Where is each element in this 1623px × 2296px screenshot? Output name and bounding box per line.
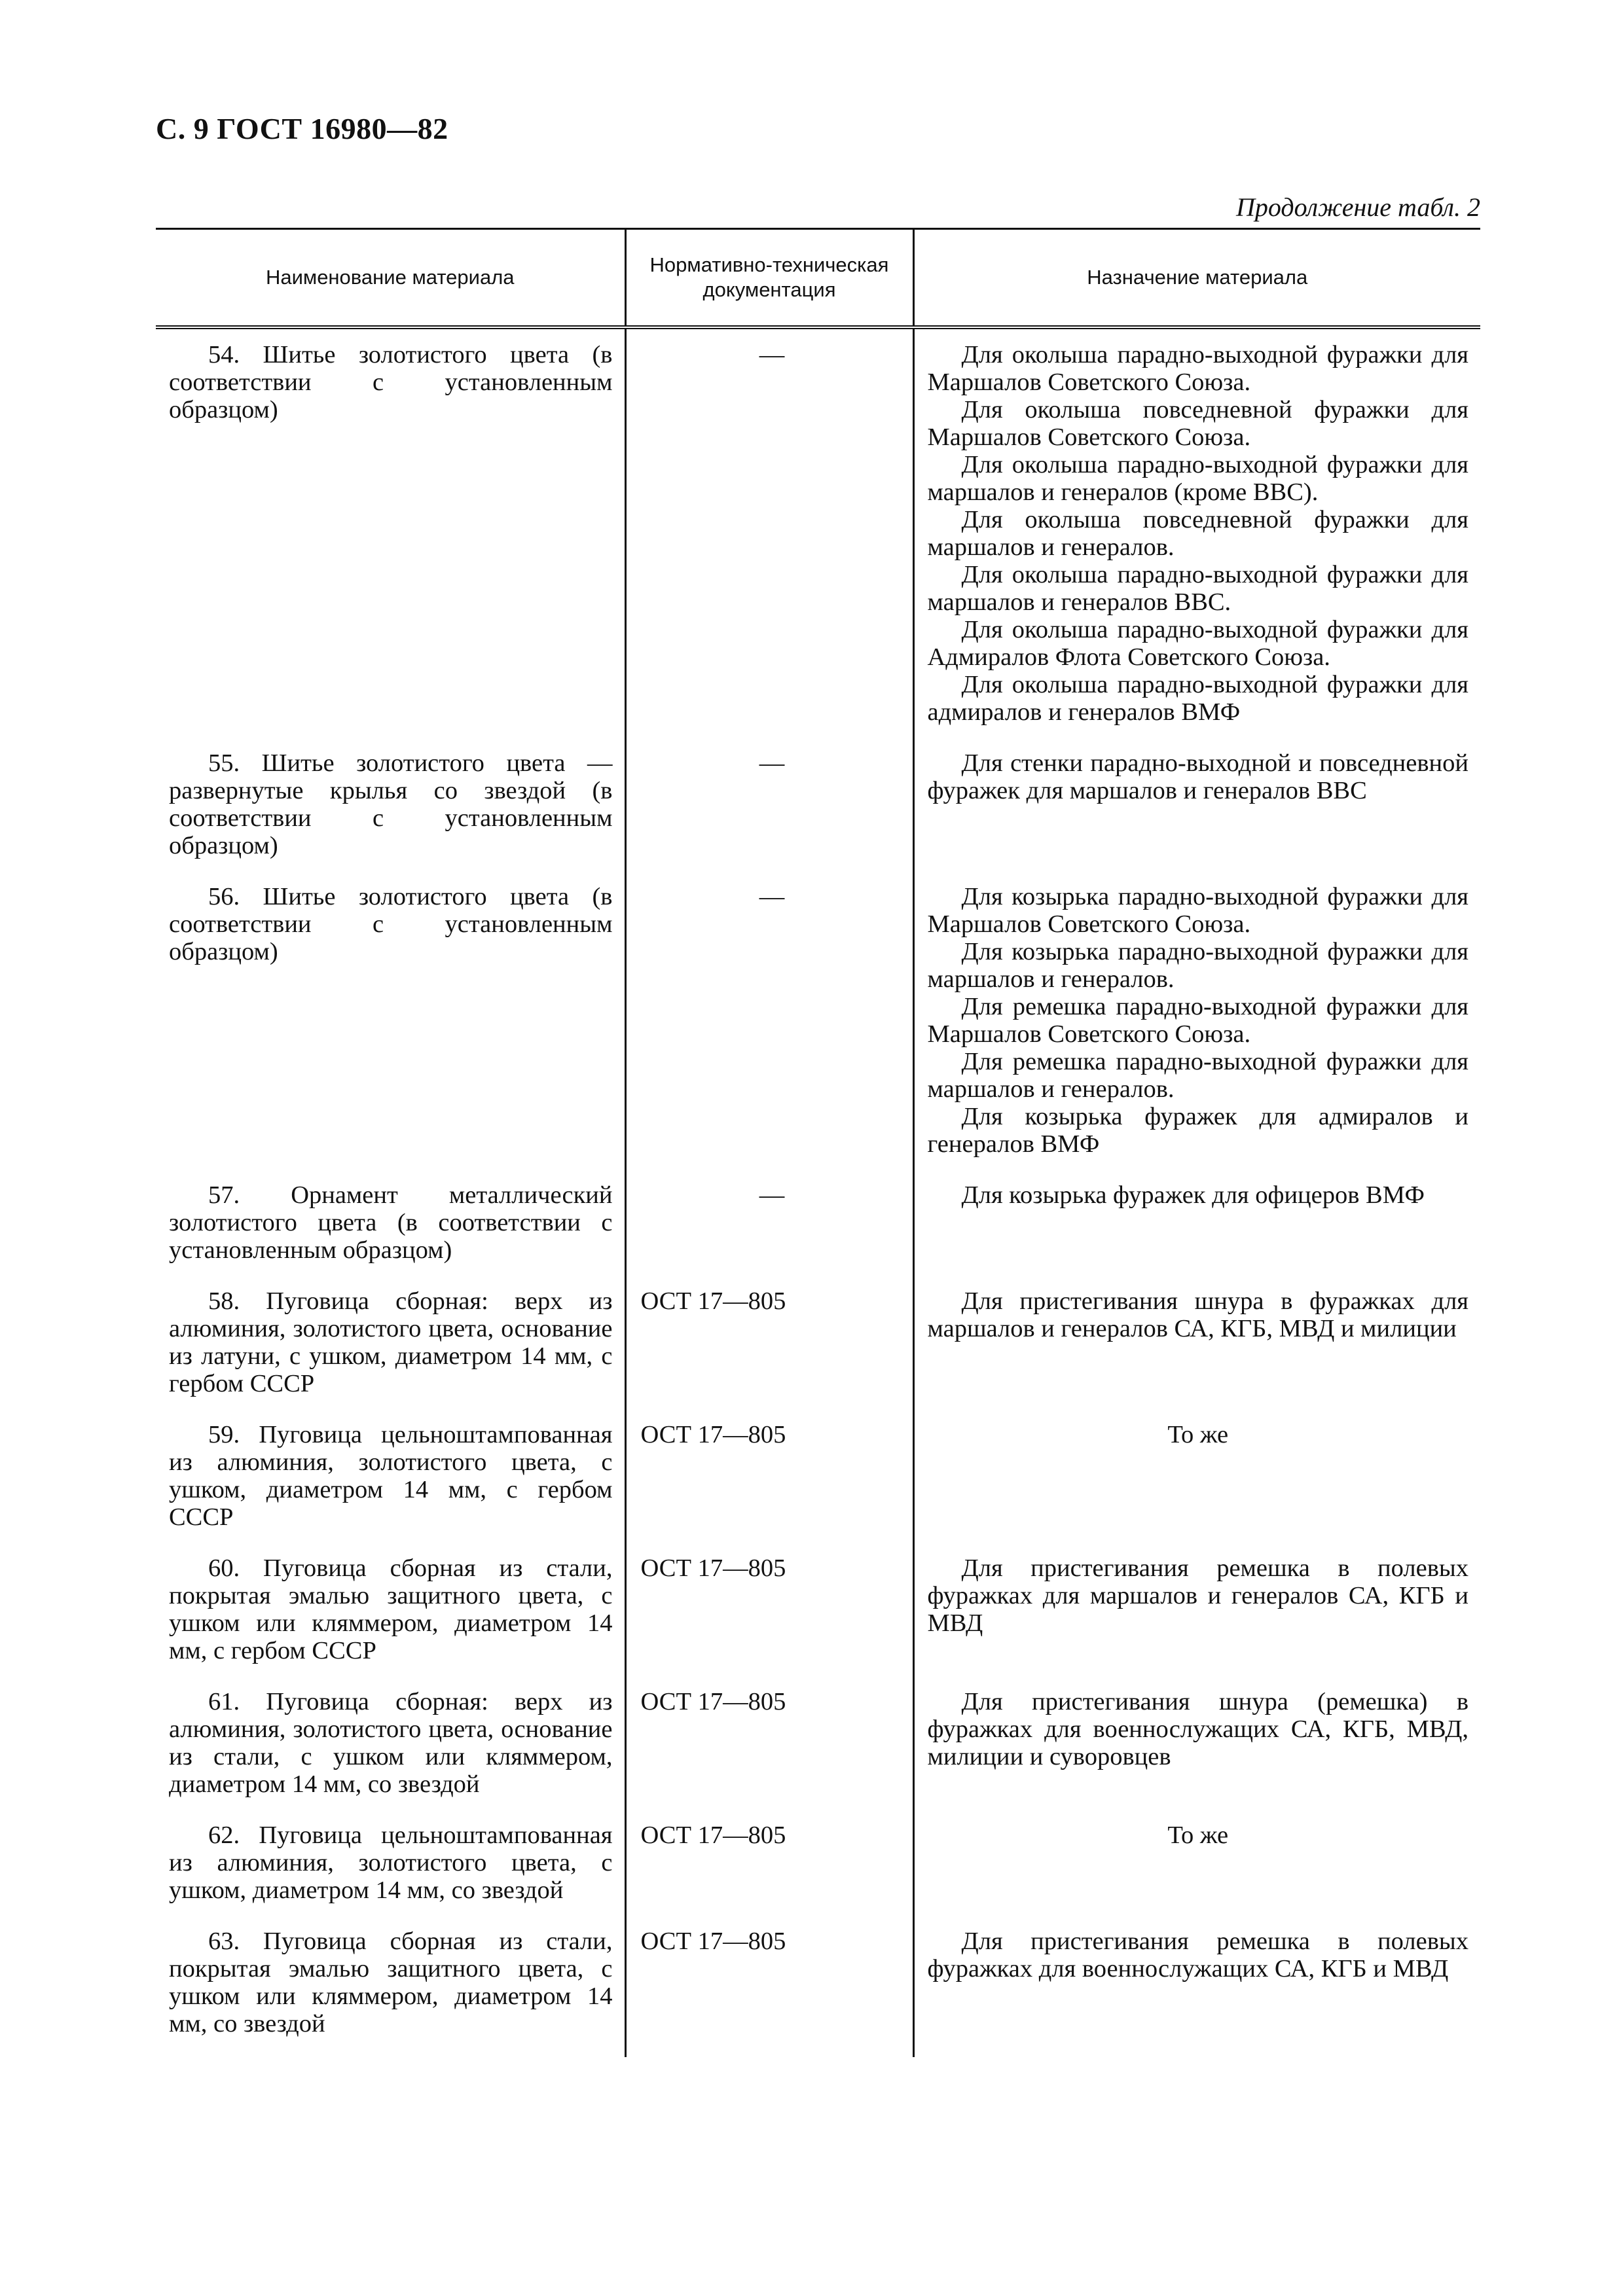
documentation-cell: —	[625, 738, 913, 871]
purpose-cell	[913, 871, 1480, 1170]
purpose-cell	[913, 1276, 1480, 1409]
material-name-cell: 59. Пуговица цельноштампованная из алюминия, золотистого цвета, с ушком, диаметром 14 мм, с гербом СССР	[169, 1421, 613, 1531]
documentation-cell: —	[625, 871, 913, 1170]
purpose-line: Для пристегивания ремешка в полевых фуражках для маршалов и генералов СА, КГБ и МВД	[927, 1554, 1468, 1637]
column-header-purpose: Назначение материала	[913, 229, 1480, 328]
documentation-cell: —	[625, 1170, 913, 1276]
material-name-cell: 62. Пуговица цельноштампованная из алюминия, золотистого цвета, с ушком, диаметром 14 мм, со звездой	[169, 1821, 613, 1904]
table-continuation-label: Продолжение табл. 2	[1235, 192, 1480, 222]
table-row	[156, 871, 1480, 1170]
table-row	[156, 1543, 1480, 1676]
documentation-cell: —	[625, 327, 913, 738]
purpose-line: Для козырька фуражек для адмиралов и генералов ВМФ	[927, 1103, 1468, 1158]
table-row	[156, 1170, 1480, 1276]
material-name-cell: 60. Пуговица сборная из стали, покрытая эмалью защитного цвета, с ушком или кляммером, диаметром 14 мм, с гербом СССР	[169, 1554, 613, 1664]
table-row	[156, 1409, 1480, 1543]
purpose-line: Для околыша повседневной фуражки для Маршалов Советского Союза.	[927, 396, 1468, 451]
purpose-line: Для пристегивания ремешка в полевых фуражках для военнослужащих СА, КГБ и МВД	[927, 1928, 1468, 1982]
table-row	[156, 1916, 1480, 2057]
purpose-line: Для козырька парадно-выходной фуражки для маршалов и генералов.	[927, 938, 1468, 993]
documentation-cell: ОСТ 17—805	[625, 1916, 913, 2057]
purpose-cell	[913, 1916, 1480, 2057]
materials-table	[156, 228, 1480, 2057]
purpose-cell	[913, 1170, 1480, 1276]
material-name-cell: 63. Пуговица сборная из стали, покрытая эмалью защитного цвета, с ушком или кляммером, диаметром 14 мм, со звездой	[169, 1928, 613, 2037]
purpose-line: То же	[1167, 1421, 1229, 1448]
purpose-line: Для пристегивания шнура (ремешка) в фуражках для военнослужащих СА, КГБ, МВД, милиции и суворовцев	[927, 1688, 1468, 1770]
column-header-material-name: Наименование материала	[156, 229, 625, 328]
purpose-line: То же	[1167, 1821, 1229, 1849]
purpose-line: Для пристегивания шнура в фуражках для маршалов и генералов СА, КГБ, МВД и милиции	[927, 1287, 1468, 1342]
table-row	[156, 1676, 1480, 1810]
column-header-documentation: Нормативно-техническая документация	[625, 229, 913, 328]
purpose-cell	[913, 1810, 1480, 1916]
purpose-line: Для околыша парадно-выходной фуражки для маршалов и генералов ВВС.	[927, 561, 1468, 616]
material-name-cell: 56. Шитье золотистого цвета (в соответствии с установленным образцом)	[169, 883, 613, 965]
purpose-line: Для козырька фуражек для офицеров ВМФ	[961, 1181, 1425, 1209]
table-row	[156, 1810, 1480, 1916]
documentation-cell: ОСТ 17—805	[625, 1676, 913, 1810]
purpose-cell	[913, 1543, 1480, 1676]
table-header-row	[156, 229, 1480, 328]
purpose-line: Для околыша парадно-выходной фуражки для Адмиралов Флота Советского Союза.	[927, 616, 1468, 671]
purpose-cell	[913, 327, 1480, 738]
material-name-cell: 61. Пуговица сборная: верх из алюминия, золотистого цвета, основание из стали, с ушком или кляммером, диаметром 14 мм, со звездой	[169, 1688, 613, 1798]
documentation-cell: ОСТ 17—805	[625, 1276, 913, 1409]
material-name-cell: 54. Шитье золотистого цвета (в соответствии с установленным образцом)	[169, 341, 613, 423]
purpose-line: Для козырька парадно-выходной фуражки для Маршалов Советского Союза.	[927, 883, 1468, 938]
purpose-line: Для ремешка парадно-выходной фуражки для Маршалов Советского Союза.	[927, 993, 1468, 1048]
purpose-line: Для стенки парадно-выходной и повседневной фуражек для маршалов и генералов ВВС	[927, 749, 1468, 804]
material-name-cell: 57. Орнамент металлический золотистого цвета (в соответствии с установленным образцом)	[169, 1181, 613, 1264]
documentation-cell: ОСТ 17—805	[625, 1543, 913, 1676]
purpose-cell	[913, 738, 1480, 871]
documentation-cell: ОСТ 17—805	[625, 1409, 913, 1543]
purpose-line: Для ремешка парадно-выходной фуражки для маршалов и генералов.	[927, 1048, 1468, 1103]
page-header: С. 9 ГОСТ 16980—82	[156, 112, 448, 145]
purpose-line: Для околыша парадно-выходной фуражки для адмиралов и генералов ВМФ	[927, 671, 1468, 726]
table-row	[156, 327, 1480, 738]
purpose-line: Для околыша парадно-выходной фуражки для Маршалов Советского Союза.	[927, 341, 1468, 396]
material-name-cell: 55. Шитье золотистого цвета — развернутые крылья со звездой (в соответствии с установленным образцом)	[169, 749, 613, 859]
purpose-line: Для околыша повседневной фуражки для маршалов и генералов.	[927, 506, 1468, 561]
table-row	[156, 1276, 1480, 1409]
material-name-cell: 58. Пуговица сборная: верх из алюминия, золотистого цвета, основание из латуни, с ушком, диаметром 14 мм, с гербом СССР	[169, 1287, 613, 1397]
purpose-line: Для околыша парадно-выходной фуражки для маршалов и генералов (кроме ВВС).	[927, 451, 1468, 506]
documentation-cell: ОСТ 17—805	[625, 1810, 913, 1916]
table-row	[156, 738, 1480, 871]
purpose-cell	[913, 1409, 1480, 1543]
purpose-cell	[913, 1676, 1480, 1810]
